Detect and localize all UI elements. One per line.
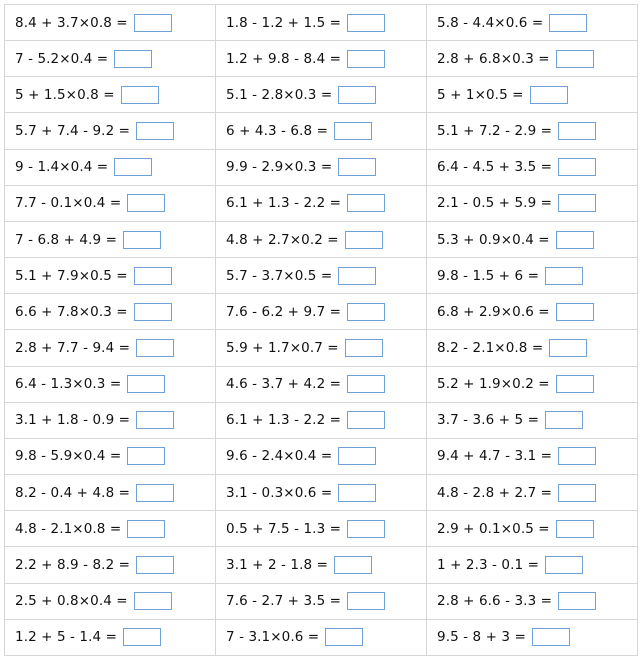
- table-row: [5, 221, 638, 257]
- answer-input[interactable]: [338, 86, 376, 104]
- problem-text: 3.1 + 1.8 - 0.9 =: [15, 412, 131, 429]
- problem-cell: [427, 438, 638, 474]
- table-row: [5, 583, 638, 619]
- problem-text: 5.8 - 4.4×0.6 =: [437, 14, 544, 31]
- problem-cell: [216, 547, 427, 583]
- problem-cell: [427, 619, 638, 655]
- problem-text: 2.2 + 8.9 - 8.2 =: [15, 556, 131, 573]
- problem-cell: [5, 330, 216, 366]
- problem-text: 2.8 + 7.7 - 9.4 =: [15, 339, 131, 356]
- problem-cell: [427, 475, 638, 511]
- problem-cell: [5, 583, 216, 619]
- problem-cell: [5, 258, 216, 294]
- answer-input[interactable]: [136, 484, 174, 502]
- table-row: [5, 330, 638, 366]
- table-row: [5, 438, 638, 474]
- table-row: [5, 475, 638, 511]
- problem-text: 2.5 + 0.8×0.4 =: [15, 593, 128, 610]
- problem-cell: [5, 5, 216, 41]
- problem-cell: [427, 5, 638, 41]
- answer-input[interactable]: [338, 267, 376, 285]
- answer-input[interactable]: [347, 592, 385, 610]
- problem-cell: [427, 258, 638, 294]
- problem-cell: [216, 438, 427, 474]
- problem-cell: [216, 475, 427, 511]
- problem-text: 2.1 - 0.5 + 5.9 =: [437, 195, 553, 212]
- answer-input[interactable]: [127, 447, 165, 465]
- problem-cell: [216, 41, 427, 77]
- problem-text: 4.8 + 2.7×0.2 =: [226, 231, 339, 248]
- table-row: [5, 113, 638, 149]
- problem-text: 2.9 + 0.1×0.5 =: [437, 520, 550, 537]
- answer-input[interactable]: [127, 194, 165, 212]
- problem-text: 9 - 1.4×0.4 =: [15, 159, 109, 176]
- problem-cell: [5, 185, 216, 221]
- table-row: [5, 402, 638, 438]
- problem-text: 9.8 - 1.5 + 6 =: [437, 267, 539, 284]
- answer-input[interactable]: [134, 303, 172, 321]
- answer-input[interactable]: [338, 484, 376, 502]
- problem-text: 9.5 - 8 + 3 =: [437, 629, 526, 646]
- table-row: [5, 41, 638, 77]
- answer-input[interactable]: [558, 592, 596, 610]
- problem-text: 8.2 - 2.1×0.8 =: [437, 339, 544, 356]
- answer-input[interactable]: [558, 122, 596, 140]
- answer-input[interactable]: [347, 375, 385, 393]
- table-row: [5, 619, 638, 655]
- answer-input[interactable]: [556, 520, 594, 538]
- problem-text: 7.7 - 0.1×0.4 =: [15, 195, 122, 212]
- problem-text: 9.6 - 2.4×0.4 =: [226, 448, 333, 465]
- problem-cell: [216, 511, 427, 547]
- problem-text: 5.2 + 1.9×0.2 =: [437, 376, 550, 393]
- problem-text: 3.1 - 0.3×0.6 =: [226, 484, 333, 501]
- answer-input[interactable]: [549, 14, 587, 32]
- answer-input[interactable]: [347, 303, 385, 321]
- problem-text: 6.1 + 1.3 - 2.2 =: [226, 195, 342, 212]
- problem-text: 7 - 3.1×0.6 =: [226, 629, 320, 646]
- problem-text: 6.8 + 2.9×0.6 =: [437, 303, 550, 320]
- answer-input[interactable]: [134, 267, 172, 285]
- worksheet-body: [5, 5, 638, 656]
- problem-text: 1 + 2.3 - 0.1 =: [437, 556, 539, 573]
- answer-input[interactable]: [532, 628, 570, 646]
- problem-text: 3.7 - 3.6 + 5 =: [437, 412, 539, 429]
- answer-input[interactable]: [530, 86, 568, 104]
- problem-cell: [5, 366, 216, 402]
- problem-cell: [5, 221, 216, 257]
- problem-cell: [216, 583, 427, 619]
- answer-input[interactable]: [558, 447, 596, 465]
- problem-cell: [427, 583, 638, 619]
- table-row: [5, 547, 638, 583]
- problem-text: 7 - 6.8 + 4.9 =: [15, 231, 117, 248]
- answer-input[interactable]: [347, 520, 385, 538]
- table-row: [5, 185, 638, 221]
- problem-text: 4.6 - 3.7 + 4.2 =: [226, 376, 342, 393]
- answer-input[interactable]: [347, 50, 385, 68]
- answer-input[interactable]: [558, 158, 596, 176]
- table-row: [5, 149, 638, 185]
- answer-input[interactable]: [134, 592, 172, 610]
- problem-cell: [216, 77, 427, 113]
- problem-text: 5.7 + 7.4 - 9.2 =: [15, 123, 131, 140]
- problem-text: 6.4 - 1.3×0.3 =: [15, 376, 122, 393]
- problem-cell: [5, 402, 216, 438]
- problem-text: 1.8 - 1.2 + 1.5 =: [226, 14, 342, 31]
- problem-cell: [427, 366, 638, 402]
- answer-input[interactable]: [134, 14, 172, 32]
- answer-input[interactable]: [345, 339, 383, 357]
- problem-cell: [427, 547, 638, 583]
- problem-text: 6.4 - 4.5 + 3.5 =: [437, 159, 553, 176]
- answer-input[interactable]: [347, 14, 385, 32]
- problem-text: 8.2 - 0.4 + 4.8 =: [15, 484, 131, 501]
- problem-cell: [216, 221, 427, 257]
- worksheet-table: [4, 4, 638, 656]
- answer-input[interactable]: [127, 375, 165, 393]
- answer-input[interactable]: [556, 375, 594, 393]
- answer-input[interactable]: [556, 50, 594, 68]
- answer-input[interactable]: [114, 50, 152, 68]
- problem-cell: [216, 258, 427, 294]
- answer-input[interactable]: [549, 339, 587, 357]
- problem-cell: [5, 475, 216, 511]
- problem-cell: [427, 185, 638, 221]
- answer-input[interactable]: [556, 231, 594, 249]
- problem-cell: [427, 41, 638, 77]
- problem-cell: [5, 294, 216, 330]
- problem-text: 7.6 - 2.7 + 3.5 =: [226, 593, 342, 610]
- answer-input[interactable]: [123, 231, 161, 249]
- problem-text: 6 + 4.3 - 6.8 =: [226, 123, 328, 140]
- answer-input[interactable]: [556, 303, 594, 321]
- table-row: [5, 77, 638, 113]
- problem-text: 9.8 - 5.9×0.4 =: [15, 448, 122, 465]
- problem-cell: [5, 41, 216, 77]
- problem-text: 5.9 + 1.7×0.7 =: [226, 339, 339, 356]
- problem-text: 5 + 1.5×0.8 =: [15, 86, 115, 103]
- problem-cell: [5, 113, 216, 149]
- table-row: [5, 258, 638, 294]
- problem-text: 3.1 + 2 - 1.8 =: [226, 556, 328, 573]
- problem-cell: [427, 330, 638, 366]
- problem-text: 7 - 5.2×0.4 =: [15, 50, 109, 67]
- problem-text: 7.6 - 6.2 + 9.7 =: [226, 303, 342, 320]
- problem-text: 5.1 + 7.2 - 2.9 =: [437, 123, 553, 140]
- problem-text: 5.1 + 7.9×0.5 =: [15, 267, 128, 284]
- problem-cell: [427, 402, 638, 438]
- problem-cell: [216, 619, 427, 655]
- problem-cell: [216, 149, 427, 185]
- problem-cell: [5, 547, 216, 583]
- problem-text: 5.7 - 3.7×0.5 =: [226, 267, 333, 284]
- answer-input[interactable]: [347, 411, 385, 429]
- answer-input[interactable]: [136, 556, 174, 574]
- table-row: [5, 5, 638, 41]
- answer-input[interactable]: [127, 520, 165, 538]
- problem-cell: [216, 402, 427, 438]
- answer-input[interactable]: [545, 411, 583, 429]
- answer-input[interactable]: [136, 122, 174, 140]
- answer-input[interactable]: [334, 122, 372, 140]
- problem-cell: [427, 77, 638, 113]
- answer-input[interactable]: [123, 628, 161, 646]
- problem-cell: [216, 5, 427, 41]
- problem-text: 2.8 + 6.8×0.3 =: [437, 50, 550, 67]
- problem-text: 0.5 + 7.5 - 1.3 =: [226, 520, 342, 537]
- problem-cell: [5, 149, 216, 185]
- problem-cell: [427, 113, 638, 149]
- problem-text: 9.9 - 2.9×0.3 =: [226, 159, 333, 176]
- problem-text: 9.4 + 4.7 - 3.1 =: [437, 448, 553, 465]
- problem-cell: [427, 221, 638, 257]
- problem-cell: [216, 330, 427, 366]
- answer-input[interactable]: [338, 158, 376, 176]
- table-row: [5, 511, 638, 547]
- problem-text: 1.2 + 5 - 1.4 =: [15, 629, 117, 646]
- table-row: [5, 294, 638, 330]
- problem-text: 5.1 - 2.8×0.3 =: [226, 86, 333, 103]
- answer-input[interactable]: [121, 86, 159, 104]
- problem-cell: [427, 149, 638, 185]
- problem-text: 5.3 + 0.9×0.4 =: [437, 231, 550, 248]
- problem-cell: [5, 511, 216, 547]
- problem-cell: [5, 619, 216, 655]
- table-row: [5, 366, 638, 402]
- problem-text: 6.6 + 7.8×0.3 =: [15, 303, 128, 320]
- problem-cell: [216, 113, 427, 149]
- answer-input[interactable]: [136, 339, 174, 357]
- problem-cell: [216, 366, 427, 402]
- answer-input[interactable]: [338, 447, 376, 465]
- problem-text: 6.1 + 1.3 - 2.2 =: [226, 412, 342, 429]
- answer-input[interactable]: [136, 411, 174, 429]
- answer-input[interactable]: [545, 267, 583, 285]
- answer-input[interactable]: [558, 484, 596, 502]
- problem-text: 4.8 - 2.8 + 2.7 =: [437, 484, 553, 501]
- problem-cell: [427, 511, 638, 547]
- problem-text: 5 + 1×0.5 =: [437, 86, 524, 103]
- answer-input[interactable]: [114, 158, 152, 176]
- answer-input[interactable]: [325, 628, 363, 646]
- answer-input[interactable]: [334, 556, 372, 574]
- problem-cell: [5, 77, 216, 113]
- problem-cell: [216, 185, 427, 221]
- problem-text: 4.8 - 2.1×0.8 =: [15, 520, 122, 537]
- answer-input[interactable]: [347, 194, 385, 212]
- problem-text: 1.2 + 9.8 - 8.4 =: [226, 50, 342, 67]
- answer-input[interactable]: [558, 194, 596, 212]
- answer-input[interactable]: [545, 556, 583, 574]
- problem-cell: [427, 294, 638, 330]
- problem-cell: [5, 438, 216, 474]
- problem-text: 2.8 + 6.6 - 3.3 =: [437, 593, 553, 610]
- problem-text: 8.4 + 3.7×0.8 =: [15, 14, 128, 31]
- answer-input[interactable]: [345, 231, 383, 249]
- problem-cell: [216, 294, 427, 330]
